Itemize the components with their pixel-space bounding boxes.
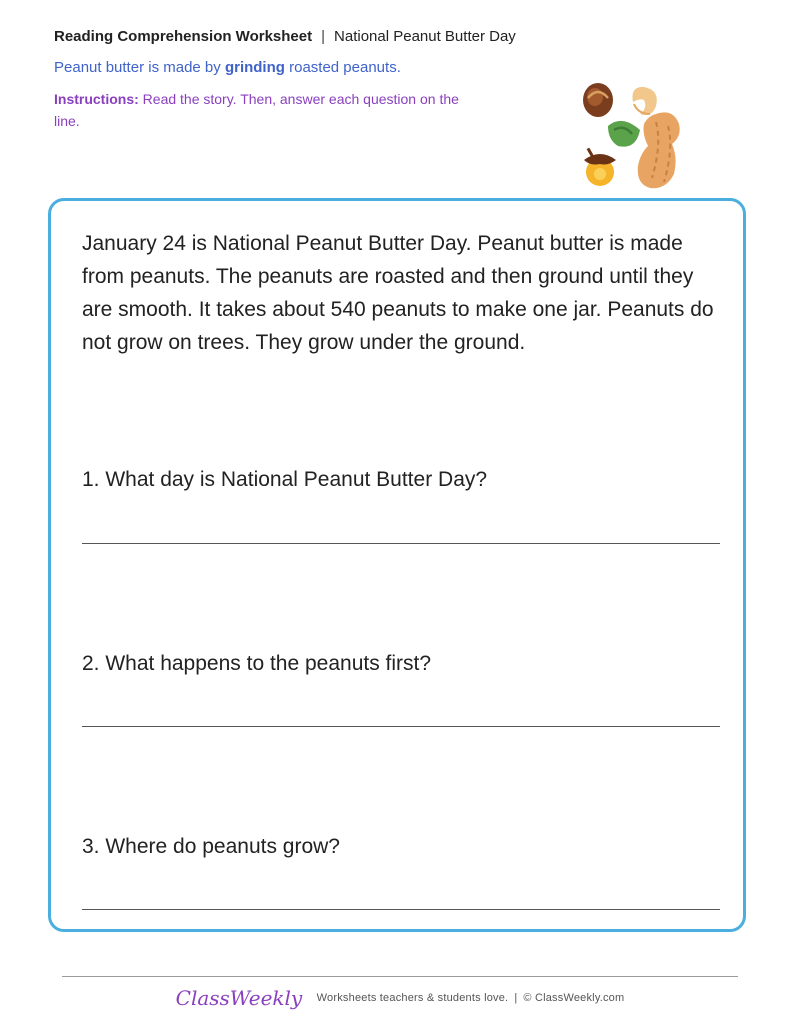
question-3: 3. Where do peanuts grow?	[82, 835, 340, 858]
footer-tagline	[317, 992, 625, 1004]
subtitle-keyword: grinding	[224, 59, 285, 76]
worksheet-topic: National Peanut Butter Day	[334, 28, 516, 45]
question-1: 1. What day is National Peanut Butter Day?	[82, 468, 488, 491]
story-text: January 24 is National Peanut Butter Day. Peanut butter is made from peanuts. The peanuts are roasted and then ground until they are smooth. It takes about 540 peanuts to make one jar. Peanuts do not grow on trees. They grow under the ground.	[82, 232, 714, 354]
footer-separator: |	[514, 992, 518, 1004]
instructions-text: Read the story. Then, answer each question on the line.	[54, 91, 459, 129]
question-2: 2. What happens to the peanuts first?	[82, 652, 432, 675]
worksheet-title: Reading Comprehension Worksheet	[54, 28, 313, 45]
answer-line-2[interactable]	[82, 726, 720, 727]
subtitle-after: roasted peanuts.	[289, 59, 401, 76]
worksheet-subtitle	[54, 57, 574, 79]
title-line	[54, 26, 574, 48]
brand-logo: ClassWeekly	[175, 986, 303, 1010]
instructions	[54, 88, 484, 132]
tagline-text: Worksheets teachers & students love.	[316, 992, 509, 1004]
answer-line-3[interactable]	[82, 909, 720, 910]
reading-card	[48, 198, 746, 932]
title-separator: |	[321, 28, 326, 45]
footer-divider	[62, 976, 738, 977]
footer	[0, 986, 800, 1010]
instructions-label: Instructions:	[54, 91, 139, 107]
copyright-text: © ClassWeekly.com	[523, 992, 625, 1004]
mixed-nuts-icon	[578, 78, 693, 196]
answer-line-1[interactable]	[82, 543, 720, 544]
subtitle-before: Peanut butter is made by	[54, 59, 221, 76]
worksheet-header	[54, 26, 574, 132]
